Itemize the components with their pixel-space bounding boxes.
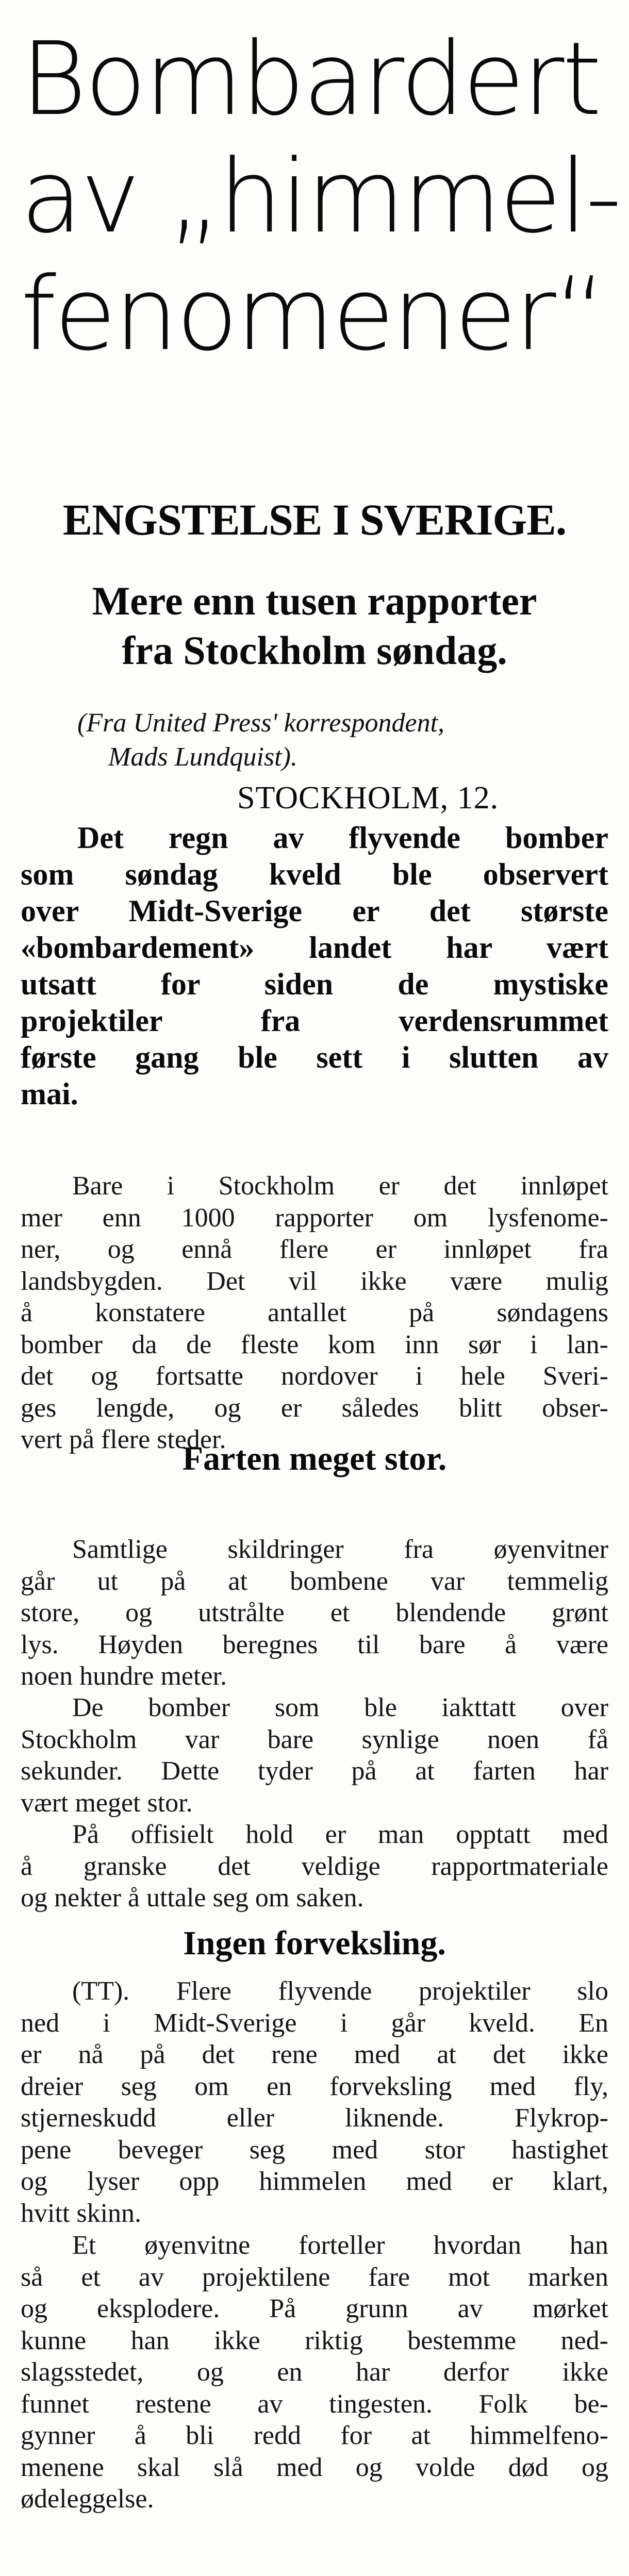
body-line: De bomber som ble iakttatt over — [72, 1693, 608, 1722]
byline-line-1: (Fra United Press' korrespondent, — [77, 708, 445, 738]
body-line: så et av projektilene fare mot marken — [21, 2262, 608, 2292]
body-line: og eksplodere. På grunn av mørket — [21, 2294, 608, 2323]
lead-line: utsatt for siden de mystiske — [21, 967, 608, 1001]
body-line: Et øyenvitne forteller hvordan han — [72, 2231, 608, 2260]
byline-line-2: Mads Lundquist). — [108, 742, 297, 772]
subhead-line-2: fra Stockholm søndag. — [122, 628, 507, 673]
body-line: (TT). Flere flyvende projektiler slo — [72, 1976, 608, 2006]
lead-paragraph — [21, 820, 608, 1112]
body-paragraph-1 — [21, 1170, 608, 1456]
body-line: sekunder. Dette tyder på at farten har — [21, 1756, 608, 1786]
body-line: Samtlige skildringer fra øyenvitner — [72, 1535, 608, 1564]
body-paragraph-5 — [21, 1975, 608, 2229]
headline-line-1: Bombardert — [21, 21, 600, 138]
body-line: Bare i Stockholm er det innløpet — [72, 1171, 608, 1201]
lead-line: første gang ble sett i slutten av — [21, 1040, 608, 1074]
body-line: går ut på at bombene var temmelig — [21, 1566, 608, 1596]
body-line: å konstatere antallet på søndagens — [21, 1298, 608, 1327]
subhead-line-1: Mere enn tusen rapporter — [92, 578, 537, 623]
body-line: funnet restene av tingesten. Folk be- — [21, 2389, 608, 2419]
body-line: gynner å bli redd for at himmelfeno- — [21, 2421, 608, 2450]
body-line: ner, og ennå flere er innløpet fra — [21, 1235, 608, 1264]
body-line: å granske det veldige rapportmateriale — [21, 1851, 608, 1881]
body-line: og nekter å uttale seg om saken. — [21, 1883, 364, 1913]
headline — [21, 21, 620, 373]
body-line: pene beveger seg med stor hastighet — [21, 2135, 608, 2165]
lead-line: som søndag kveld ble observert — [21, 857, 608, 891]
body-line: store, og utstrålte et blendende grønt — [21, 1598, 608, 1627]
body-paragraph-3 — [21, 1692, 608, 1819]
body-paragraph-6 — [21, 2230, 608, 2515]
lead-line: over Midt-Sverige er det største — [21, 894, 608, 928]
body-line: Stockholm var bare synlige noen få — [21, 1724, 608, 1754]
body-line: menene skal slå med og volde død og — [21, 2452, 608, 2482]
body-paragraph-2 — [21, 1534, 608, 1692]
headline-line-2: av „himmel- — [21, 138, 620, 256]
subhead-main: ENGSTELSE I SVERIGE. — [62, 495, 567, 544]
body-line: lys. Høyden beregnes til bare å være — [21, 1630, 608, 1659]
body-paragraph-4 — [21, 1819, 608, 1914]
lead-line: «bombardement» landet har vært — [21, 930, 608, 965]
section-heading-2: Ingen forveksling. — [183, 1924, 446, 1962]
section-heading-1: Farten meget stor. — [182, 1440, 447, 1477]
body-line: vert på flere steder. — [21, 1425, 226, 1454]
lead-line: mai. — [21, 1077, 78, 1111]
body-line: På offisielt hold er man opptatt med — [72, 1820, 608, 1849]
body-line: ned i Midt-Sverige i går kveld. En — [21, 2008, 608, 2038]
headline-line-3: fenomener“ — [21, 256, 605, 373]
body-line: stjerneskudd eller liknende. Flykrop- — [21, 2103, 608, 2133]
body-line: slagsstedet, og en har derfor ikke — [21, 2357, 608, 2387]
lead-line: projektiler fra verdensrummet — [21, 1004, 608, 1038]
body-line: ødeleggelse. — [21, 2484, 154, 2514]
body-line: vært meget stor. — [21, 1788, 193, 1818]
body-line: mer enn 1000 rapporter om lysfenome- — [21, 1203, 608, 1233]
dateline: STOCKHOLM, 12. — [237, 780, 499, 816]
body-line: ges lengde, og er således blitt obser- — [21, 1393, 608, 1423]
body-line: og lyser opp himmelen med er klart, — [21, 2167, 608, 2196]
body-line: er nå på det rene med at det ikke — [21, 2040, 608, 2069]
body-line: kunne han ikke riktig bestemme ned- — [21, 2325, 608, 2355]
body-line: hvitt skinn. — [21, 2198, 142, 2228]
body-line: landsbygden. Det vil ikke være mulig — [21, 1266, 608, 1296]
body-line: bomber da de fleste kom inn sør i lan- — [21, 1329, 608, 1359]
body-line: noen hundre meter. — [21, 1661, 227, 1691]
body-line: dreier seg om en forveksling med fly, — [21, 2071, 608, 2101]
body-line: det og fortsatte nordover i hele Sveri- — [21, 1361, 608, 1391]
lead-line: Det regn av flyvende bomber — [77, 821, 608, 855]
